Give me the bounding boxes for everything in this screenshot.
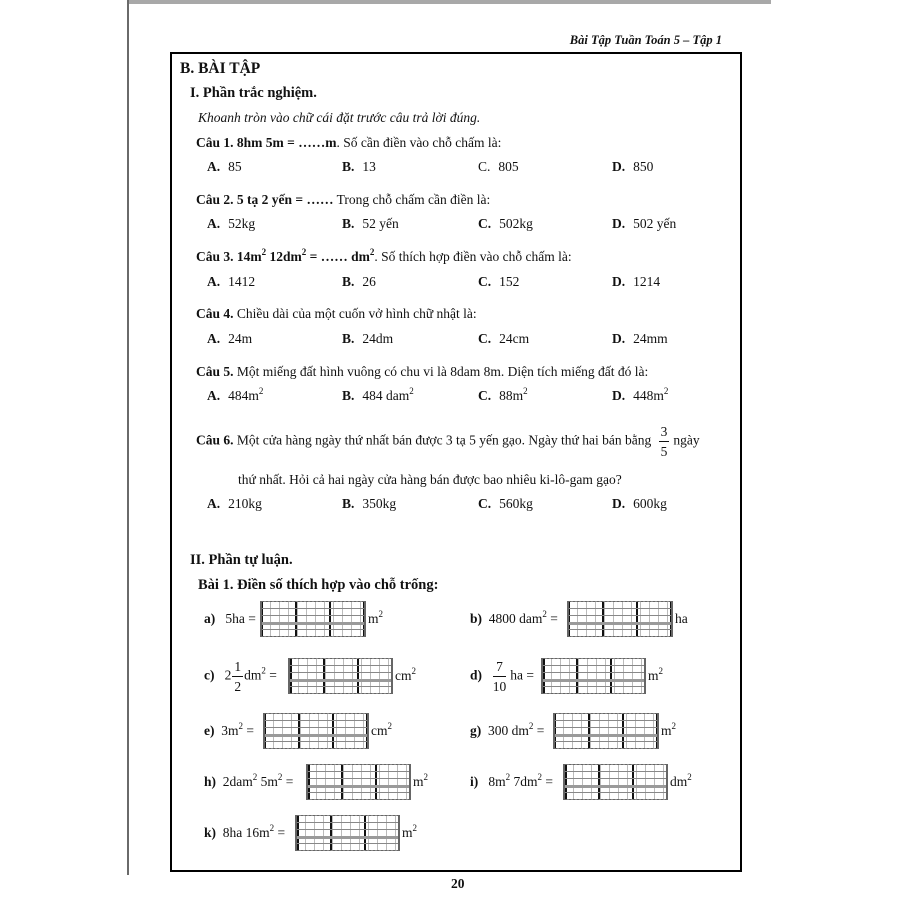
page-left-edge <box>127 0 129 875</box>
exercise-frame <box>170 52 742 872</box>
option-3b[interactable]: B. 26 <box>342 274 376 289</box>
unit-i: $dm^2$ <box>670 772 692 789</box>
instruction: Khoanh tròn vào chữ cái đặt trước câu trả lời đúng. <box>198 110 481 125</box>
option-2b[interactable]: B. 52 yến <box>342 216 399 231</box>
exercise-1-title: Bài 1. Điền số thích hợp vào chỗ trống: <box>198 577 439 593</box>
page-number: 20 <box>451 876 465 891</box>
option-3a[interactable]: A. 1412 <box>207 274 256 289</box>
unit-e: $cm^2$ <box>371 721 392 738</box>
option-5d[interactable]: D. $448m^2$ <box>612 386 669 403</box>
unit-h: $m^2$ <box>413 772 429 789</box>
answer-grid-g[interactable] <box>553 713 659 749</box>
option-1c[interactable]: C. 805 <box>478 159 519 174</box>
exercise-e: e) $3m^2$ = <box>204 721 255 738</box>
option-6b[interactable]: B. 350kg <box>342 496 397 511</box>
answer-grid-e[interactable] <box>263 713 369 749</box>
question-5: Câu 5. Một miếng đất hình vuông có chu vi là 8dam 8m. Diện tích miếng đất đó là: <box>196 364 649 379</box>
question-2: Câu 2. 5 tạ 2 yến = …… Trong chỗ chấm cần điền là: <box>196 192 491 207</box>
question-3: Câu 3. $14m^2$ $12dm^2$ = …… $dm^2$. Số thích hợp điền vào chỗ chấm là: <box>196 247 572 264</box>
option-4d[interactable]: D. 24mm <box>612 331 668 346</box>
unit-d: $m^2$ <box>648 666 664 683</box>
question-6: Câu 6. Một cửa hàng ngày thứ nhất bán được 3 tạ 5 yến gạo. Ngày thứ hai bán bằng $\frac{3}{5}$ ngày <box>196 424 700 459</box>
option-4c[interactable]: C. 24cm <box>478 331 530 346</box>
exercise-a: a) 5ha = <box>204 611 256 626</box>
option-3d[interactable]: D. 1214 <box>612 274 661 289</box>
unit-c: $cm^2$ <box>395 666 416 683</box>
exercise-d: d) $\frac{7}{10}$ ha = <box>470 659 534 694</box>
running-header: Bài Tập Tuần Toán 5 – Tập 1 <box>569 33 722 47</box>
page-top-edge <box>127 0 771 4</box>
fraction-3-5: $\frac{3}{5}$ <box>660 424 668 459</box>
option-3c[interactable]: C. 152 <box>478 274 520 289</box>
answer-grid-h[interactable] <box>306 764 411 800</box>
part-2-title: II. Phần tự luận. <box>190 552 293 568</box>
option-1d[interactable]: D. 850 <box>612 159 654 174</box>
part-1-title: I. Phần trắc nghiệm. <box>190 85 317 101</box>
exercise-k: k) 8ha $16m^2$ = <box>204 823 286 840</box>
unit-g: $m^2$ <box>661 721 677 738</box>
exercise-b: b) 4800 dam$^2$ = <box>470 609 558 626</box>
option-1a[interactable]: A. 85 <box>207 159 242 174</box>
exercise-h: h) 2dam$^2$ $5m^2$ = <box>204 772 294 789</box>
answer-grid-i[interactable] <box>563 764 668 800</box>
answer-grid-c[interactable] <box>288 658 393 694</box>
exercise-i: i) $8m^2$ $7dm^2$ = <box>470 772 554 789</box>
answer-grid-k[interactable] <box>295 815 400 851</box>
unit-a: $m^2$ <box>368 609 384 626</box>
question-6-line-2: thứ nhất. Hỏi cả hai ngày cửa hàng bán được bao nhiêu ki-lô-gam gạo? <box>238 472 622 487</box>
option-5c[interactable]: C. $88m^2$ <box>478 386 528 403</box>
answer-grid-b[interactable] <box>567 601 673 637</box>
option-6c[interactable]: C. 560kg <box>478 496 533 511</box>
option-1b[interactable]: B. 13 <box>342 159 376 174</box>
option-4b[interactable]: B. 24dm <box>342 331 394 346</box>
option-2c[interactable]: C. 502kg <box>478 216 533 231</box>
option-2d[interactable]: D. 502 yến <box>612 216 677 231</box>
question-1: Câu 1. 8hm 5m = ……m. Số cần điền vào chỗ chấm là: <box>196 135 502 150</box>
question-4: Câu 4. Chiều dài của một cuốn vở hình chữ nhật là: <box>196 306 477 321</box>
option-4a[interactable]: A. 24m <box>207 331 253 346</box>
unit-b: ha <box>675 611 688 626</box>
exercise-c: c) 2 $\frac{1}{2}$ $dm^2$ = <box>204 659 277 694</box>
answer-grid-a[interactable] <box>260 601 366 637</box>
unit-k: $m^2$ <box>402 823 418 840</box>
option-5a[interactable]: A. $484m^2$ <box>207 386 264 403</box>
option-6a[interactable]: A. 210kg <box>207 496 262 511</box>
option-6d[interactable]: D. 600kg <box>612 496 667 511</box>
exercise-g: g) 300 $dm^2$ = <box>470 721 545 738</box>
option-5b[interactable]: B. 484 dam$^2$ <box>342 386 414 403</box>
section-title: B. BÀI TẬP <box>180 60 261 77</box>
option-2a[interactable]: A. 52kg <box>207 216 256 231</box>
answer-grid-d[interactable] <box>541 658 646 694</box>
